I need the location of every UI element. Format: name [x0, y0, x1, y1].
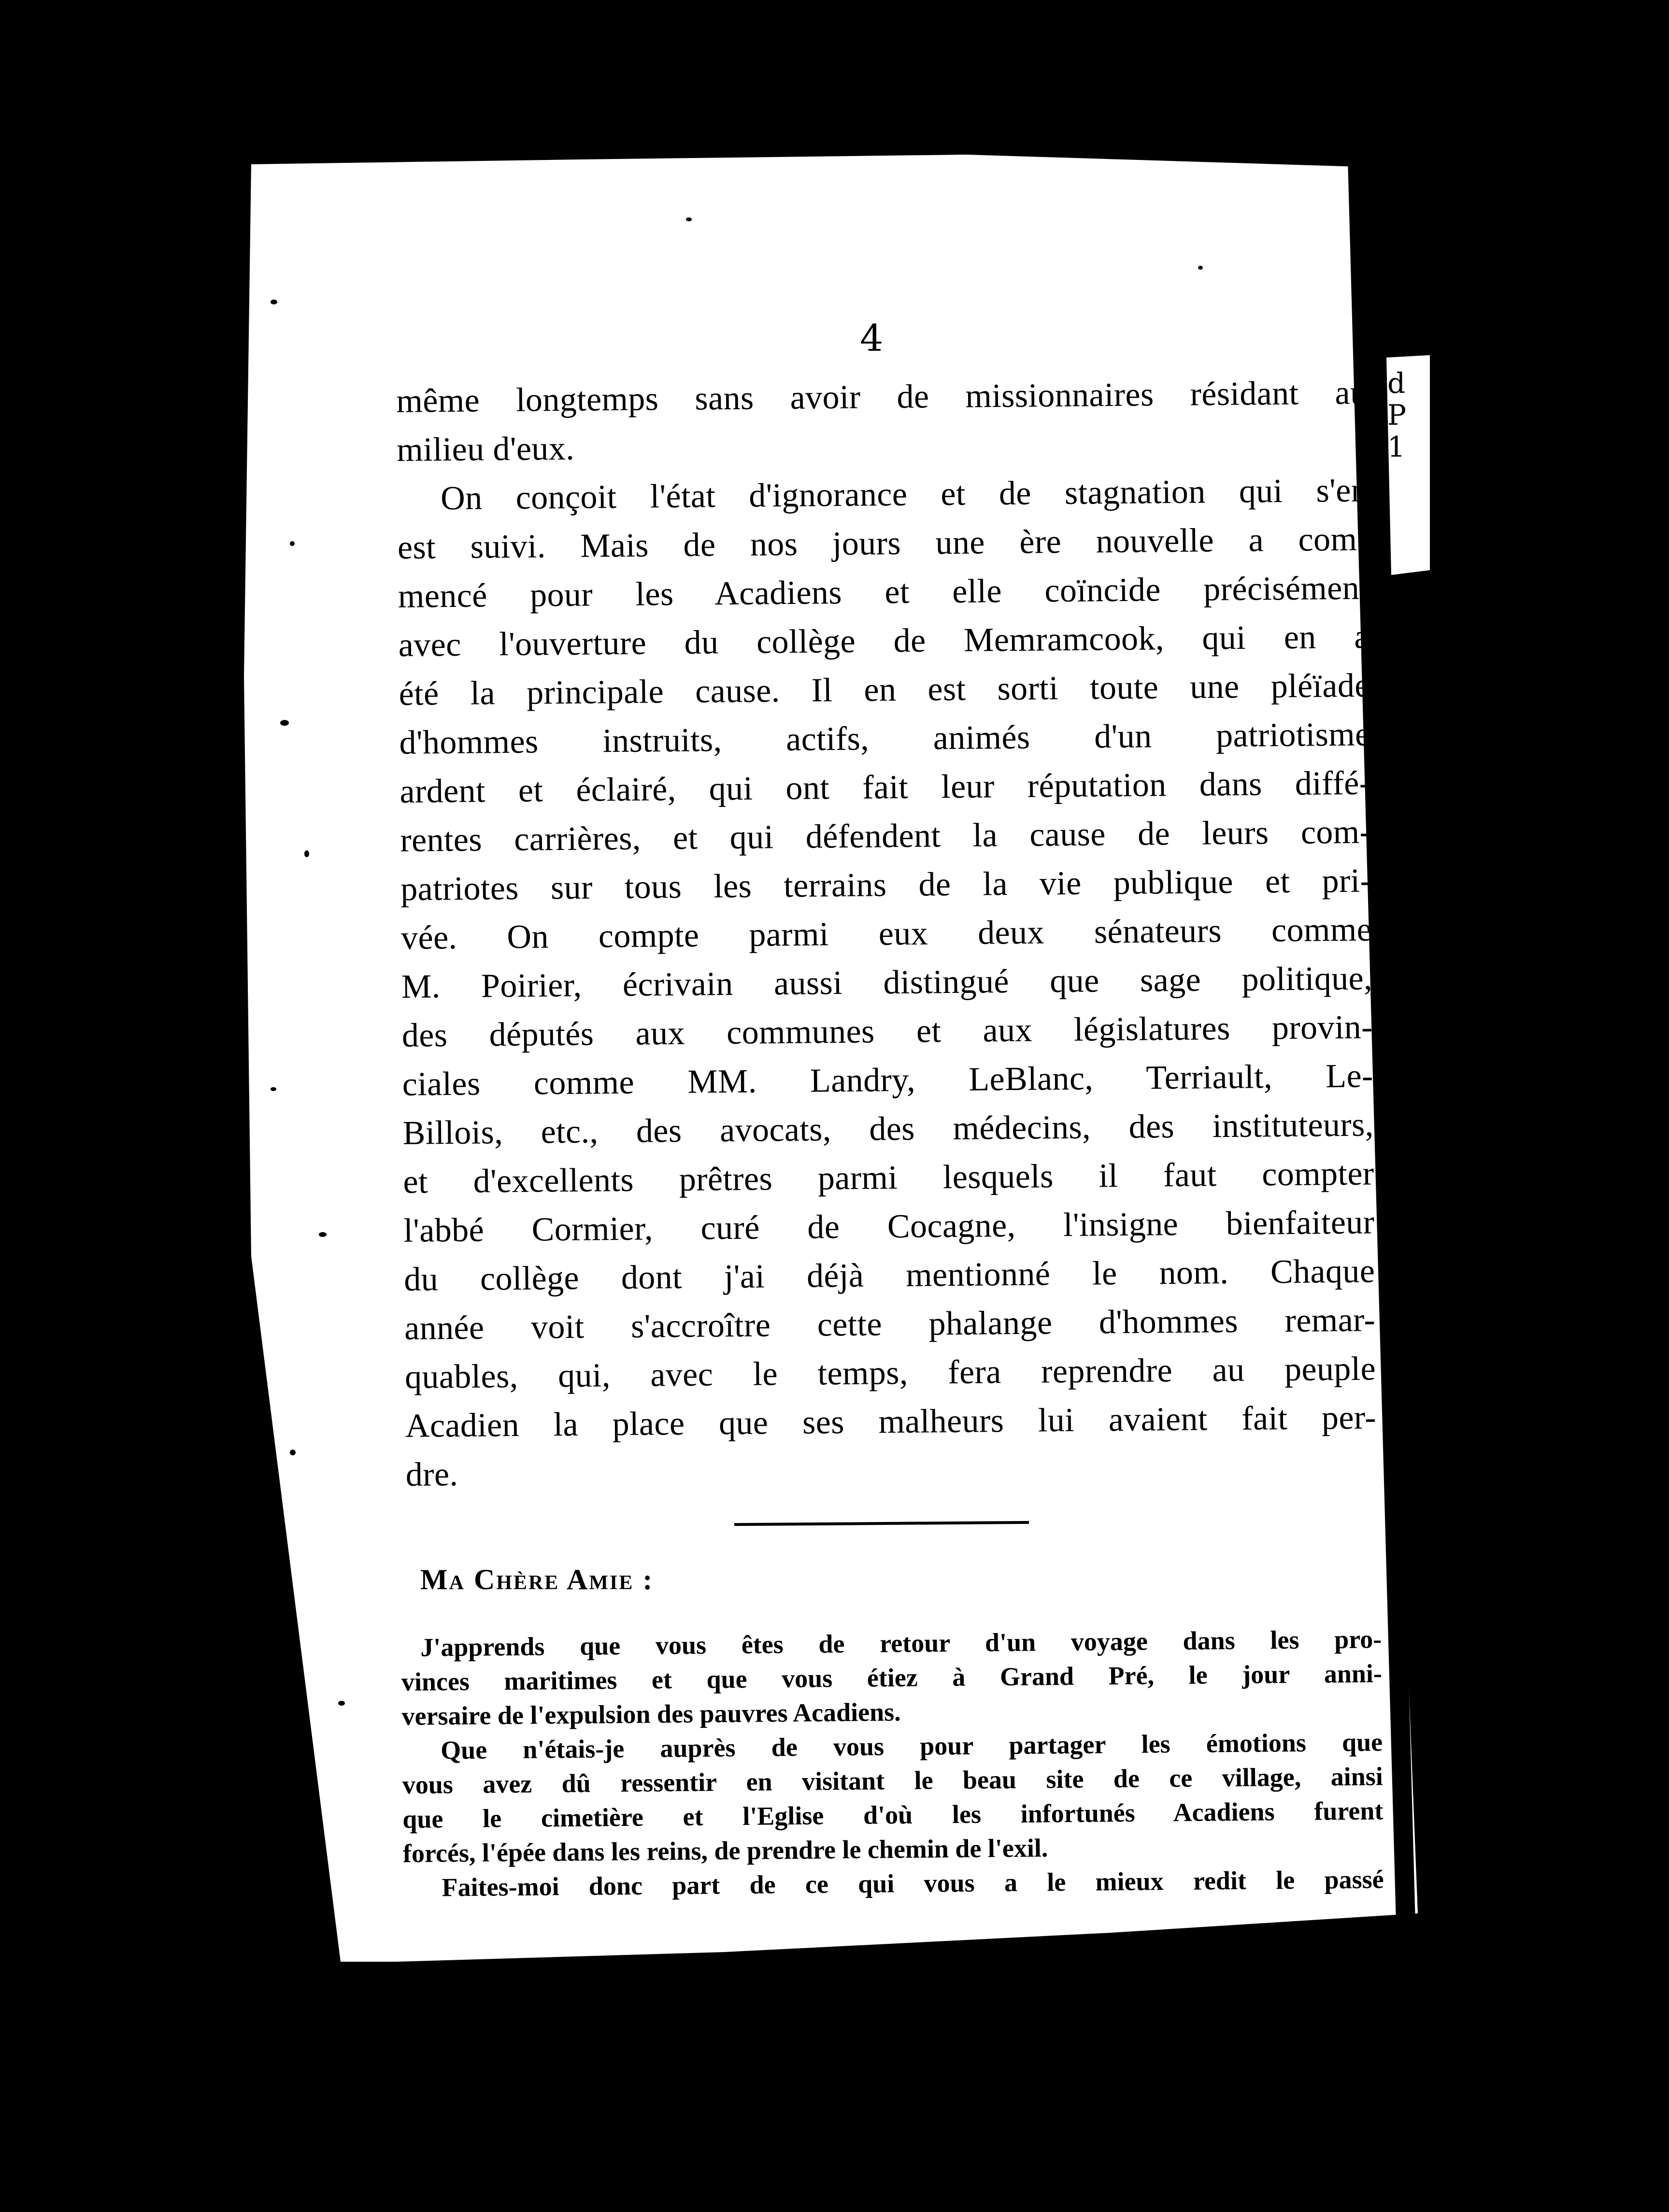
- body-line: année voit s'accroître cette phalange d'hommes remar-: [404, 1301, 1376, 1347]
- letter-line: J'apprends que vous êtes de retour d'un voyage dans les pro-: [420, 1624, 1382, 1662]
- body-line: l'abbé Cormier, curé de Cocagne, l'insigne bienfaiteur: [403, 1204, 1375, 1250]
- letter-line: Faites-moi donc part de ce qui vous a le mieux redit le passé: [442, 1865, 1384, 1902]
- letter-text: [401, 1622, 1384, 1905]
- scan-speck: [271, 1087, 276, 1091]
- scan-speck: [290, 1450, 296, 1455]
- body-line: quables, qui, avec le temps, fera reprendre au peuple: [404, 1350, 1376, 1396]
- body-line: ardent et éclairé, qui ont fait leur réputation dans diffé-: [399, 764, 1371, 810]
- letter-line: versaire de l'expulsion des pauvres Acadiens.: [401, 1697, 901, 1731]
- scan-speck: [304, 850, 309, 857]
- body-line: vée. On compte parmi eux deux sénateurs comme: [400, 911, 1372, 957]
- body-line: est suivi. Mais de nos jours une ère nouvelle a com-: [397, 520, 1369, 566]
- body-line: été la principale cause. Il en est sorti toute une pléïade: [399, 667, 1370, 713]
- body-line: même longtemps sans avoir de missionnaires résidant au: [396, 374, 1368, 420]
- body-line: ciales comme MM. Landry, LeBlanc, Terriault, Le-: [402, 1057, 1374, 1103]
- body-line: milieu d'eux.: [396, 430, 575, 469]
- next-page-fragment: [1387, 367, 1406, 463]
- letter-line: Que n'étais-je auprès de vous pour partager les émotions que: [440, 1727, 1383, 1765]
- body-line: avec l'ouverture du collège de Memramcook, qui en a: [398, 618, 1370, 664]
- body-line: des députés aux communes et aux législatures provin-: [401, 1008, 1373, 1054]
- letter-line: vous avez dû ressentir en visitant le beau site de ce village, ainsi: [402, 1762, 1383, 1799]
- scan-speck: [280, 720, 289, 726]
- next-page-fragment-line: P: [1387, 399, 1407, 431]
- scan-speck: [1198, 266, 1203, 270]
- scan-speck: [338, 1701, 345, 1706]
- scan-speck: [1396, 1483, 1410, 1494]
- body-text: [396, 368, 1377, 1499]
- body-line: dre.: [405, 1455, 458, 1494]
- letter-line: que le cimetière et l'Eglise d'où les infortunés Acadiens furent: [402, 1796, 1384, 1834]
- letter-line: forcés, l'épée dans les reins, de prendre le chemin de l'exil.: [402, 1833, 1048, 1868]
- body-line: et d'excellents prêtres parmi lesquels il faut compter: [403, 1155, 1374, 1201]
- body-line: rentes carrières, et qui défendent la cause de leurs com-: [400, 813, 1371, 859]
- next-page-fragment-line: d: [1387, 367, 1406, 400]
- scan-speck: [686, 217, 692, 221]
- page-number: 4: [860, 316, 884, 359]
- scan-speck: [319, 1232, 327, 1237]
- scan-speck: [271, 300, 277, 304]
- body-line: mencé pour les Acadiens et elle coïncide précisément: [398, 569, 1369, 615]
- body-line: d'hommes instruits, actifs, animés d'un patriotisme: [399, 716, 1370, 761]
- body-line: Billois, etc., des avocats, des médecins, des instituteurs,: [402, 1106, 1374, 1152]
- body-line: Acadien la place que ses malheurs lui avaient fait per-: [405, 1399, 1377, 1445]
- letter-salutation: Ma Chère Amie :: [420, 1564, 654, 1595]
- letter-line: vinces maritimes et que vous étiez à Grand Pré, le jour anni-: [401, 1659, 1383, 1696]
- body-line: M. Poirier, écrivain aussi distingué que sage politique,: [401, 960, 1373, 1005]
- body-line: du collège dont j'ai déjà mentionné le nom. Chaque: [403, 1252, 1375, 1298]
- body-line: On conçoit l'état d'ignorance et de stagnation qui s'en: [440, 472, 1369, 517]
- scan-speck: [290, 541, 295, 546]
- next-page-fragment-line: 1: [1387, 431, 1405, 463]
- body-line: patriotes sur tous les terrains de la vie publique et pri-: [400, 862, 1372, 908]
